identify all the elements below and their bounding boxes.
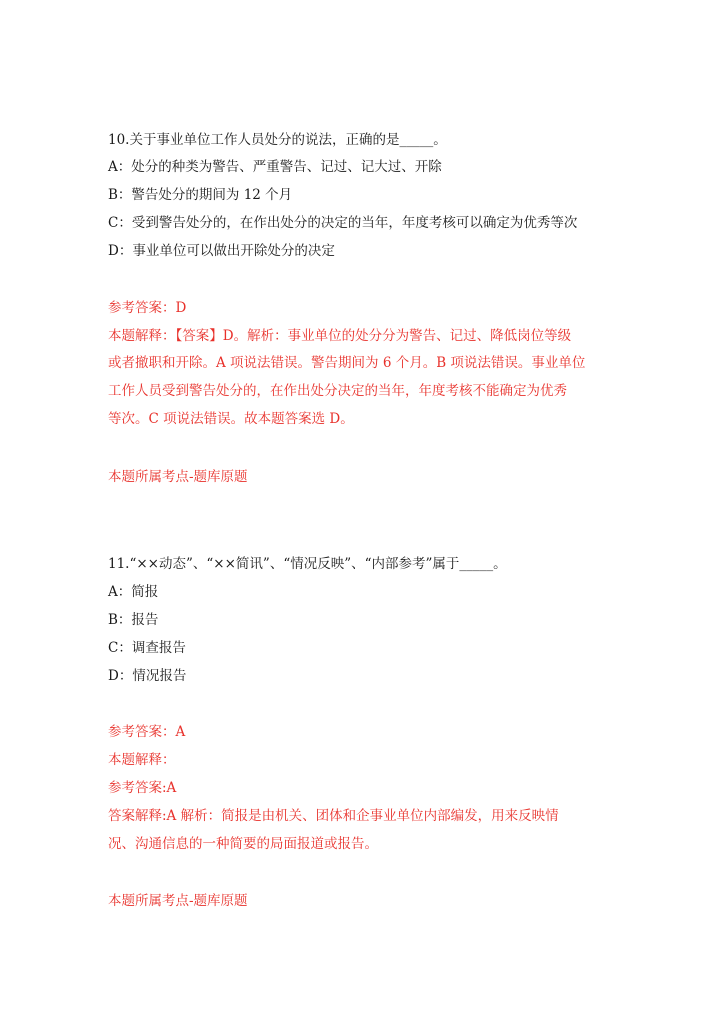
option-a: A：处分的种类为警告、严重警告、记过、记大过、开除 <box>108 159 442 175</box>
option-c: C：调查报告 <box>108 640 186 656</box>
option-d: D：事业单位可以做出开除处分的决定 <box>108 243 335 259</box>
answer-repeat: 参考答案:A <box>108 780 177 796</box>
source-note: 本题所属考点-题库原题 <box>108 469 248 485</box>
explanation-label: 本题解释： <box>108 752 176 768</box>
explanation-line: 等次。C 项说法错误。故本题答案选 D。 <box>108 411 354 427</box>
explanation-line: 工作人员受到警告处分的，在作出处分决定的当年，年度考核不能确定为优秀 <box>108 383 567 399</box>
question-stem: 10.关于事业单位工作人员处分的说法，正确的是_____。 <box>108 132 447 148</box>
option-d: D：情况报告 <box>108 668 187 684</box>
explanation-line: 本题解释：【答案】D。解析：事业单位的处分分为警告、记过、降低岗位等级 <box>108 328 572 344</box>
option-c: C：受到警告处分的，在作出处分的决定的当年，年度考核可以确定为优秀等次 <box>108 215 578 231</box>
option-a: A：简报 <box>108 584 159 600</box>
source-note: 本题所属考点-题库原题 <box>108 893 248 909</box>
option-b: B：报告 <box>108 612 159 628</box>
option-b: B：警告处分的期间为 12 个月 <box>108 187 293 203</box>
question-stem: 11.“××动态”、“××简讯”、“情况反映”、“内部参考”属于_____。 <box>108 556 507 572</box>
explanation-line: 或者撤职和开除。A 项说法错误。警告期间为 6 个月。B 项说法错误。事业单位 <box>108 355 586 371</box>
explanation-line: 况、沟通信息的一种简要的局面报道或报告。 <box>108 836 378 852</box>
explanation-line: 答案解释:A 解析：简报是由机关、团体和企事业单位内部编发，用来反映情 <box>108 808 559 824</box>
answer-label: 参考答案：A <box>108 724 186 740</box>
answer-label: 参考答案：D <box>108 300 187 316</box>
